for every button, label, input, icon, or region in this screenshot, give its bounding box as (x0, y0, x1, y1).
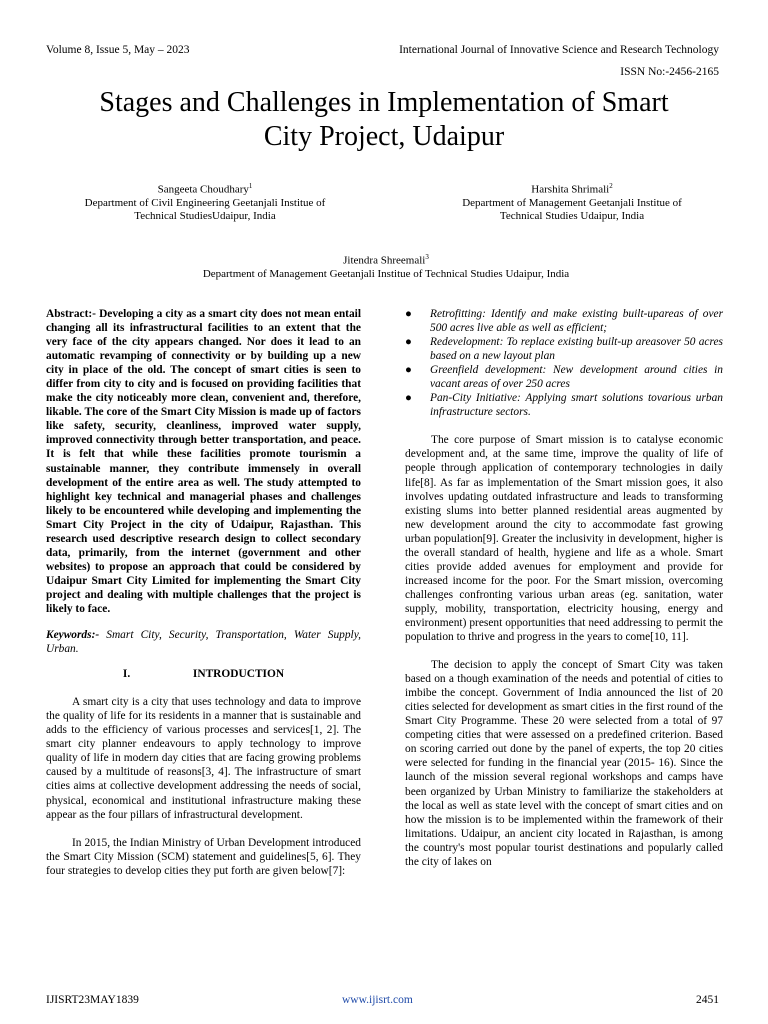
author-sup: 3 (425, 253, 429, 261)
body-paragraph-1: The core purpose of Smart mission is to catalyse economic development and, at the same time, improve the quality of life of people through application of contemporary technologies in daily life[8]. As far as implementation of the Smart mission goes, it also involves updating outdated infrastructure and leads to transforming existing slums into better planned residential areas augmented by new development around the city to accommodate fast growing urban population[9]. Greater the inclusivity in development, higher is the overall standard of health, hygiene and life as a whole. Smart cities provide added avenues for employment and provide for increased income for the poor. For the Smart mission, overcoming challenges confronting various urban areas (eg. sanitation, water supply, mobility, transportation, electricity housing, energy and environment) present opportunities that need addressing to permit the population to thrive and progress in the years to come[10, 11]. (405, 434, 723, 644)
title-line-2: City Project, Udaipur (263, 121, 505, 152)
bullet-icon: ● (405, 364, 412, 377)
right-column (405, 307, 723, 869)
author-affiliation: Technical Studies Udaipur, India (499, 209, 645, 222)
author-name: Sangeeta Choudhary (157, 183, 249, 196)
author-affiliation: Department of Civil Engineering Geetanjali Institue of (84, 196, 326, 209)
author-name: Jitendra Shreemali (343, 254, 426, 267)
keywords (46, 628, 361, 656)
author-2 (420, 180, 724, 223)
page-number: 2451 (696, 994, 719, 1006)
list-item: ● Retrofitting: Identify and make existing built-upareas of over 500 acres live able as well as efficient; (405, 308, 723, 335)
author-affiliation: Technical StudiesUdaipur, India (134, 209, 276, 222)
strategy-list (405, 307, 723, 419)
bullet-icon: ● (405, 308, 412, 320)
intro-paragraph-2: In 2015, the Indian Ministry of Urban Development introduced the Smart City Mission (SCM) statement and guidelines[5, 6]. They four strategies to develop cities they put forth are given below[7]: (46, 836, 361, 877)
bullet-icon: ● (405, 336, 412, 349)
author-3 (46, 251, 726, 281)
keywords-label: Keywords:- (46, 629, 100, 642)
journal-volume: Volume 8, Issue 5, May – 2023 (46, 44, 190, 56)
abstract: Abstract:- Developing a city as a smart city does not mean entail changing all its infrastructural facilities to an extent that the very face of the city appears changed. Nor does it lead to an automatic revamping of connectivity or by building up a new city in place of the old. The concept of smart cities is seen to differ from city to city and is focused on providing facilities that make the city noticeably more clean, convenient and, therefore, likable. The core of the Smart City Mission is made up of factors like safety, security, cleanliness, improved water supply, improved connectivity through better transportation, and peace. It is felt that while these facilities promote tourismin a sustainable manner, they contribute immensely in overall development of the entire area as well. The study attempted to highlight key technical and managerial phases and challenges likely to be encountered while developing and implementing the Smart City Project in the city of Udaipur, Rajasthan. This research used descriptive research design to collect secondary data, primarily, from the internet (government and other websites) to propose an approach that could be considered by Udaipur Smart City Limited for implementing the Smart City project and dealing with multiple challenges that the project is likely to face. (46, 308, 361, 615)
intro-paragraph-1: A smart city is a city that uses technology and data to improve the quality of life for its residents in a manner that is sustainable and adds to the efficiency of various processes and services[1, 2]. The smart city planner endeavours to apply technology to improve quality of life in modern day cities that are facing growing problems caused by a multitude of reasons[3, 4]. The infrastructure of smart cities aims at collective development addressing the needs of social, physical, economical and institutional infrastructure making these appear as the four pillars of infrastructural development. (46, 696, 361, 821)
list-item: ● Greenfield development: New development around cities in vacant areas of over 250 acres (405, 364, 723, 391)
journal-website-link[interactable]: www.ijisrt.com (342, 994, 413, 1006)
author-1 (46, 180, 364, 223)
title-line-1: Stages and Challenges in Implementation of Smart (99, 87, 669, 118)
body-paragraph-2: The decision to apply the concept of Smart City was taken based on a though examination of the needs and potential of cities to imbibe the concept. Government of India announced the list of 20 cities selected for development as smart cities in the first round of the Smart City Programme. These 20 were selected from a total of 97 competing cities that were assessed on a predefined criterion. Based on scoring carried out done by the panel of experts, the top 20 cities were selected for funding in the financial year (2015- 16). Since the launch of the mission several regional workshops and camps have been organized by Urban Ministry to familiarize the stakeholders at the local as well as state level with the concept of smart cities and on how the mission is to be implemented within the framework of their limitations. Udaipur, an ancient city located in Rajasthan, is among the country's most popular tourist destinations and popularly called the city of lakes on (405, 659, 723, 868)
author-sup: 2 (609, 182, 613, 190)
keywords-text: Smart City, Security, Transportation, Water Supply, Urban. (46, 629, 361, 656)
bullet-icon: ● (405, 392, 412, 405)
author-affiliation: Department of Management Geetanjali Institue of Technical Studies Udaipur, India (202, 267, 570, 280)
paper-id: IJISRT23MAY1839 (46, 994, 139, 1006)
section-title: INTRODUCTION (192, 668, 285, 681)
left-column (46, 307, 361, 878)
section-number: I. (122, 668, 131, 681)
list-item: ● Pan-City Initiative: Applying smart solutions tovarious urban infrastructure sectors. (405, 392, 723, 419)
author-affiliation: Department of Management Geetanjali Institue of (462, 196, 682, 209)
issn: ISSN No:-2456-2165 (620, 66, 719, 78)
author-name: Harshita Shrimali (531, 183, 610, 196)
journal-name: International Journal of Innovative Science and Research Technology (399, 44, 719, 56)
author-sup: 1 (248, 182, 253, 190)
section-heading (46, 667, 361, 681)
paper-title (40, 86, 728, 154)
list-item: ● Redevelopment: To replace existing built-up areasover 50 acres based on a new layout plan (405, 336, 723, 363)
